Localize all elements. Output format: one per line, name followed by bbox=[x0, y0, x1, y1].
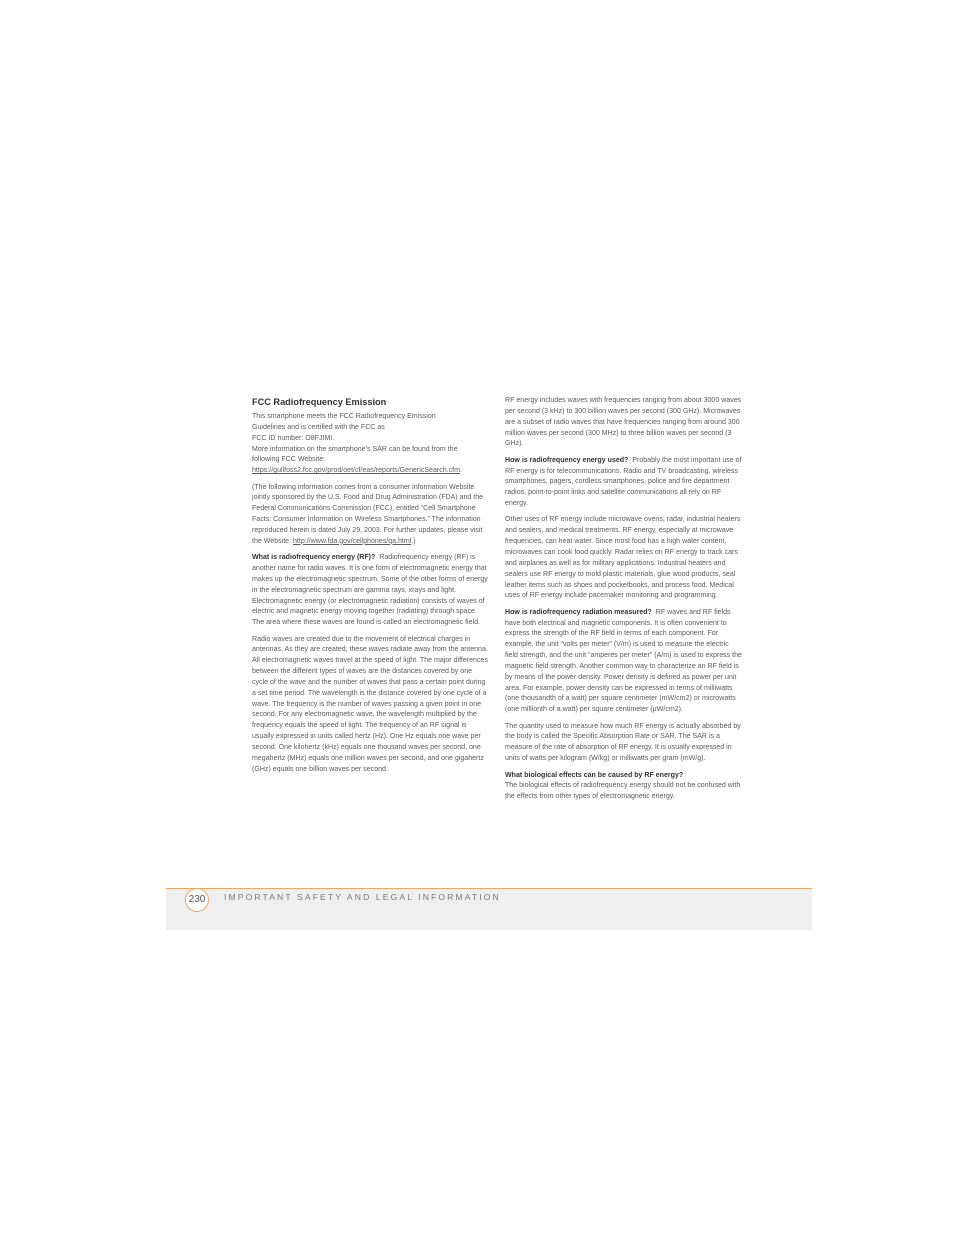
answer-how-measured: RF waves and RF fields have both electrical and magnetic components. It is often convenient to express the strength of the RF field in terms of each component. For example, the unit “volts per meter” (V/m) is used to measure the electric field strength, and the unit “amperes per meter” (A/m) is used to express the magnetic field strength. Another common way to characterize an RF field is by means of the power density. Power density is defined as power per unit area. For example, power density can be expressed in terms of milliwatts (one thousandth of a watt) per square centimeter (mW/cm2) or microwatts (one millionth of a watt) per square centimeter (μW/cm2). bbox=[505, 608, 742, 714]
rf-range-paragraph: RF energy includes waves with frequencies ranging from about 3000 waves per second (3 kHz) to 300 billion waves per second (300 GHz). Microwaves are a subset of radio waves that have frequencies ranging from around 300 million waves per second (300 MHz) to three billion waves per second (3 GHz). bbox=[505, 397, 742, 448]
intro-line: This smartphone meets the FCC Radiofrequency Emission bbox=[252, 413, 436, 420]
intro-line: Guidelines and is certified with the FCC as bbox=[252, 423, 385, 431]
other-uses-paragraph: Other uses of RF energy include microwave ovens, radar, industrial heaters and sealers, and medical treatments. RF energy, especially at microwave frequencies, can heat water. Since most food has a high water content, microwaves can cook food quickly. Radar relies on RF energy to track cars and airplanes as well as for military applications. Industrial heaters and sealers use RF energy to mold plastic materials, glue wood products, seal leather items such as shoes and pocketbooks, and process food. Medical uses of RF energy include pacemaker monitoring and programming. bbox=[505, 516, 741, 600]
intro-paragraph bbox=[252, 412, 490, 477]
radio-waves-paragraph: Radio waves are created due to the movement of electrical charges in antennas. As they are created, these waves radiate away from the antenna. All electromagnetic waves travel at the speed of light. The major differences between the different types of waves are the distances covered by one cycle of the wave and the number of waves that pass a certain point during a set time period. The wavelength is the distance covered by one cycle of a wave. The frequency is the number of waves passing a given point in one second. For any electromagnetic wave, the wavelength multiplied by the frequency equals the speed of light. The frequency of an RF signal is usually expressed in units called hertz (Hz). One Hz equals one wave per second. One kilohertz (kHz) equals one thousand waves per second, one megahertz (MHz) equals one million waves per second, and one gigahertz (GHz) equals one billion waves per second. bbox=[252, 635, 488, 773]
how-used-paragraph bbox=[505, 456, 743, 510]
page-footer bbox=[166, 888, 812, 930]
fcc-link-line bbox=[252, 466, 490, 477]
how-measured-paragraph bbox=[505, 608, 743, 716]
question-what-is-rf: What is radiofrequency energy (RF)? bbox=[252, 554, 376, 562]
source-paragraph bbox=[252, 483, 490, 548]
section-heading: FCC Radiofrequency Emission bbox=[252, 397, 387, 407]
fcc-id-line: FCC ID number: O8FJIMI. bbox=[252, 434, 335, 442]
right-column bbox=[505, 396, 743, 809]
bio-effects-paragraph bbox=[505, 771, 743, 804]
intro-line: following FCC Website: bbox=[252, 456, 326, 464]
footer-section-title: IMPORTANT SAFETY AND LEGAL INFORMATION bbox=[224, 892, 501, 902]
intro-line: More information on the smartphone’s SAR can be found from the bbox=[252, 445, 458, 453]
fda-website-link[interactable]: http://www.fda.gov/cellphones/qa.html bbox=[293, 537, 412, 545]
fcc-website-link[interactable]: https://gullfoss2.fcc.gov/prod/oet/cf/eas/reports/GenericSearch.cfm bbox=[252, 467, 460, 475]
sar-paragraph: The quantity used to measure how much RF energy is actually absorbed by the body is called the Specific Absorption Rate or SAR. The SAR is a measure of the rate of absorption of RF energy. It is usually expressed in units of watts per kilogram (W/kg) or milliwatts per gram (mW/g). bbox=[505, 722, 741, 763]
answer-how-used: Probably the most important use of RF energy is for telecommunications. Radio and TV broadcasting, wireless smartphones, pagers, cordless smartphones, police and fire department radios, point-to-point links and satellite communications all rely on RF energy. bbox=[505, 456, 742, 508]
source-end: .) bbox=[411, 537, 416, 545]
what-is-rf-paragraph bbox=[252, 553, 490, 629]
answer-what-is-rf: Radiofrequency energy (RF) is another name for radio waves. It is one form of electromagnetic energy that makes up the electromagnetic spectrum. Some of the other forms of energy in the electromagnetic spectrum are gamma rays, xrays and light. Electromagnetic energy (or electromagnetic radiation) consists of waves of electric and magnetic energy moving together (radiating) through space. The area where these waves are found is called an electromagnetic field. bbox=[252, 554, 488, 627]
answer-bio-effects: The biological effects of radiofrequency energy should not be confused with the effects from other types of electromagnetic energy. bbox=[505, 782, 741, 801]
question-bio-effects: What biological effects can be caused by RF energy? bbox=[505, 771, 684, 779]
left-column bbox=[252, 396, 490, 781]
link-end: . bbox=[459, 467, 462, 475]
question-how-used: How is radiofrequency energy used? bbox=[505, 456, 629, 464]
page-number-badge: 230 bbox=[185, 888, 209, 912]
question-how-measured: How is radiofrequency radiation measured? bbox=[505, 608, 652, 616]
source-text: (The following information comes from a consumer information Website jointly sponsored by the U.S. Food and Drug Administration (FDA) and the Federal Communications Commission (FCC), entitled “Cell Smartphone Facts: Consumer Information on Wireless Smartphones.” The information reproduced herein is dated July 29, 2003. For further updates, please visit the Website: bbox=[252, 483, 484, 545]
